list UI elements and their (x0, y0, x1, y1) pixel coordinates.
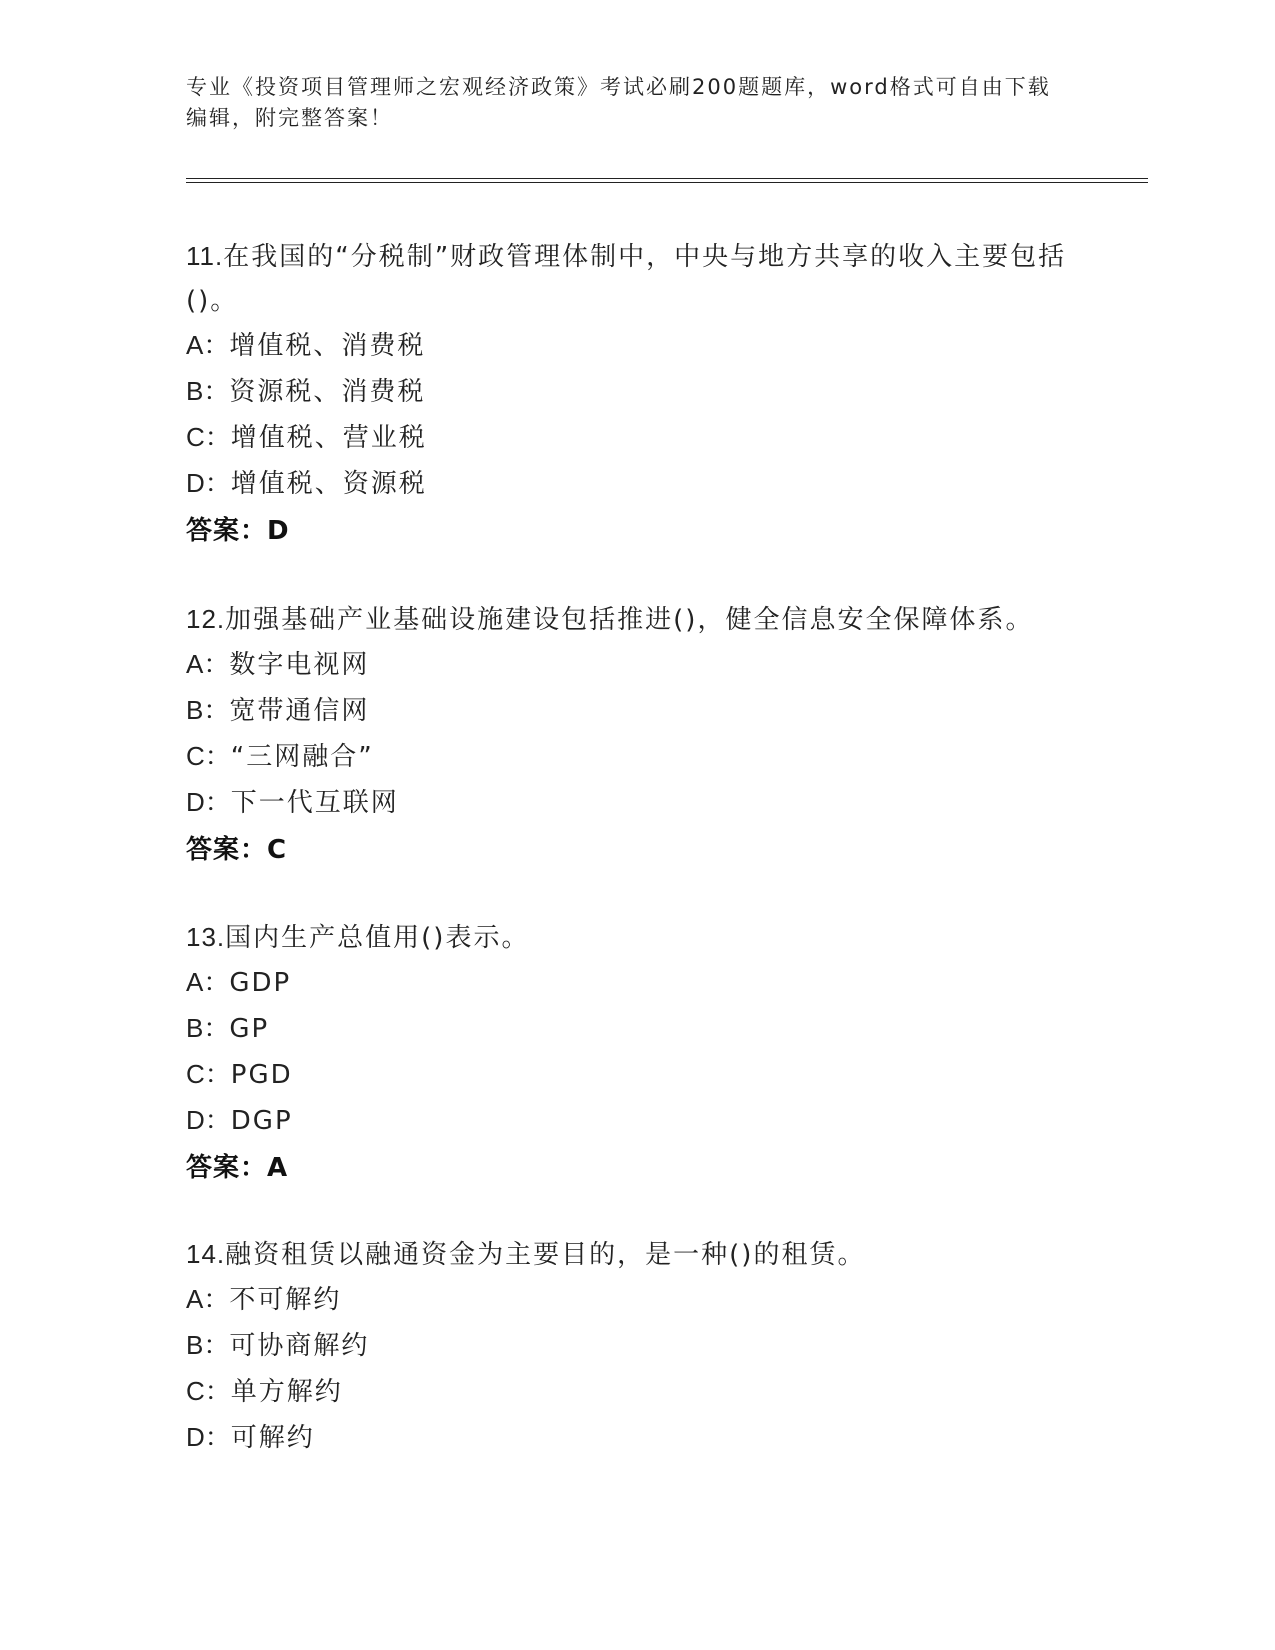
option-key: C： (186, 422, 231, 452)
option-text: 下一代互联网 (230, 788, 399, 818)
option-text: 单方解约 (230, 1377, 343, 1407)
option-text: 增值税、营业税 (230, 423, 427, 453)
header-divider-bottom (186, 182, 1148, 183)
option-text: 增值税、资源税 (230, 469, 427, 499)
option-text: 宽带通信网 (229, 696, 370, 726)
option-c (186, 734, 1086, 780)
option-text: 资源税、消费税 (229, 377, 426, 407)
option-a (186, 1277, 1086, 1323)
option-key: D： (186, 468, 231, 498)
option-a (186, 960, 1086, 1006)
question-12 (186, 597, 1086, 874)
option-d (186, 461, 1086, 507)
option-text: 可解约 (230, 1423, 315, 1453)
option-key: A： (186, 649, 230, 679)
question-text: 融资租赁以融通资金为主要目的，是一种()的租赁。 (225, 1240, 866, 1270)
option-key: A： (186, 330, 230, 360)
option-key: B： (186, 1330, 230, 1360)
document-header: 专业《投资项目管理师之宏观经济政策》考试必刷200题题库，word格式可自由下载编辑，附完整答案！ (186, 75, 1051, 130)
option-text: 数字电视网 (229, 650, 370, 680)
question-number: 13. (186, 922, 226, 952)
option-key: D： (186, 1422, 231, 1452)
question-number: 12. (186, 604, 226, 634)
option-c (186, 1052, 1086, 1098)
question-number: 14. (186, 1239, 226, 1269)
question-text: 加强基础产业基础设施建设包括推进()，健全信息安全保障体系。 (225, 605, 1034, 635)
answer-line: 答案：A (186, 1153, 289, 1183)
header-divider-top (186, 178, 1148, 179)
option-text: GDP (229, 968, 292, 998)
option-b (186, 688, 1086, 734)
option-key: B： (186, 376, 230, 406)
option-d (186, 1415, 1086, 1461)
option-c (186, 415, 1086, 461)
question-number: 11. (186, 241, 224, 271)
option-text: “三网融合” (230, 742, 374, 772)
option-key: C： (186, 1376, 231, 1406)
answer-line: 答案：D (186, 516, 290, 546)
option-text: GP (229, 1014, 270, 1044)
question-text: 国内生产总值用()表示。 (225, 923, 530, 953)
option-key: B： (186, 695, 230, 725)
option-key: C： (186, 1059, 231, 1089)
question-11 (186, 234, 1086, 555)
answer-line: 答案：C (186, 835, 288, 865)
question-text: 在我国的“分税制”财政管理体制中，中央与地方共享的收入主要包括()。 (186, 242, 1067, 316)
question-stem (186, 234, 1086, 323)
option-a (186, 323, 1086, 369)
option-text: 增值税、消费税 (229, 331, 426, 361)
option-b (186, 369, 1086, 415)
option-key: D： (186, 1105, 231, 1135)
question-13 (186, 915, 1086, 1192)
option-text: PGD (230, 1060, 293, 1090)
option-d (186, 1098, 1086, 1144)
question-stem (186, 1232, 1086, 1277)
option-text: 可协商解约 (229, 1331, 370, 1361)
option-key: A： (186, 1284, 230, 1314)
option-b (186, 1006, 1086, 1052)
option-d (186, 780, 1086, 826)
question-stem (186, 915, 1086, 960)
option-key: C： (186, 741, 231, 771)
question-stem (186, 597, 1086, 642)
option-c (186, 1369, 1086, 1415)
option-text: DGP (230, 1106, 293, 1136)
option-text: 不可解约 (229, 1285, 342, 1315)
option-key: D： (186, 787, 231, 817)
option-key: A： (186, 967, 230, 997)
option-b (186, 1323, 1086, 1369)
option-key: B： (186, 1013, 230, 1043)
option-a (186, 642, 1086, 688)
question-14 (186, 1232, 1086, 1461)
